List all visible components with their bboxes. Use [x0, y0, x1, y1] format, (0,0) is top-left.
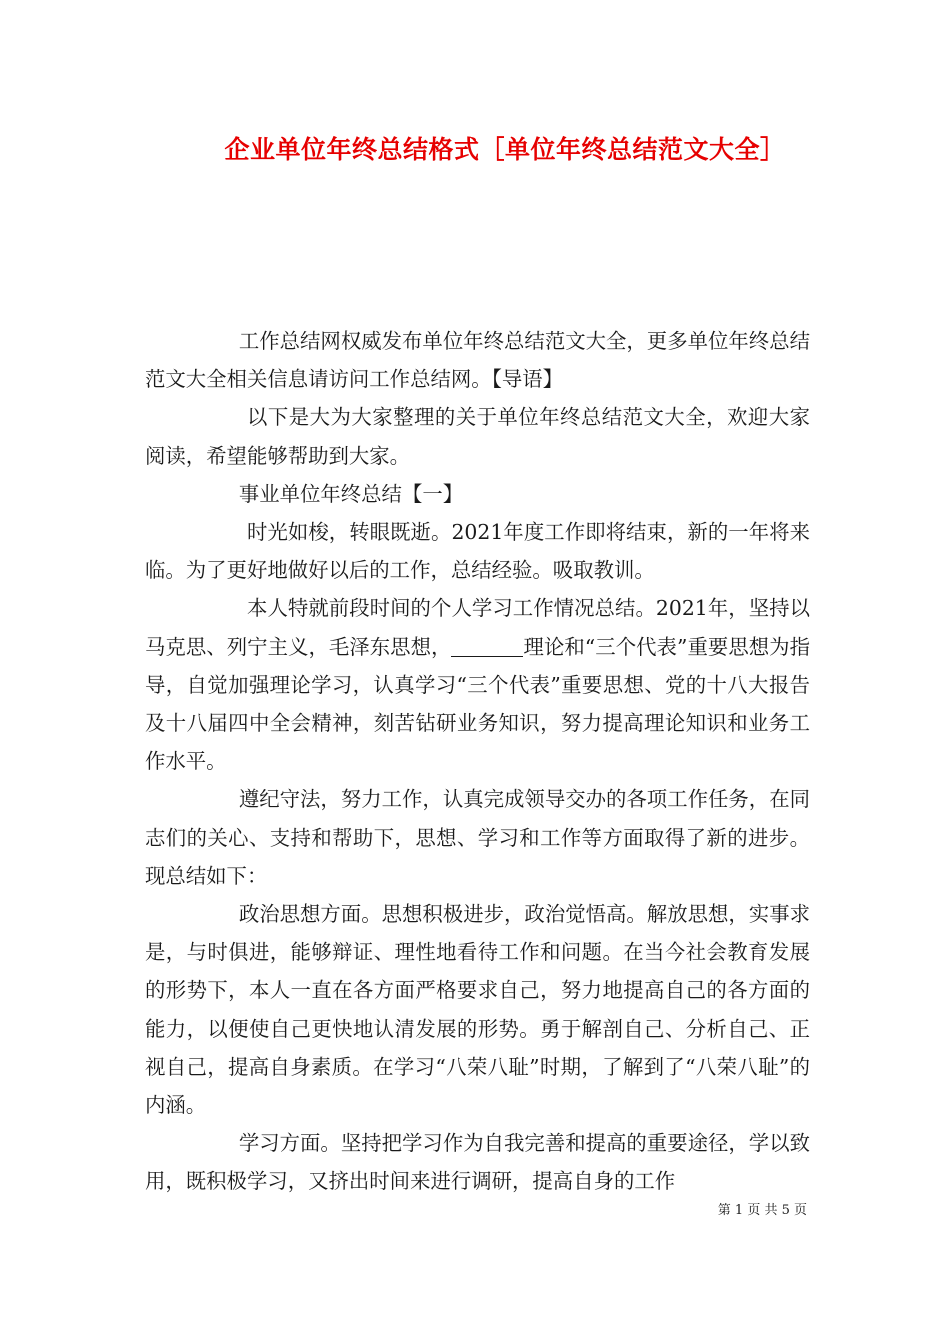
paragraph-study-summary — [145, 589, 810, 780]
paragraph-discipline: 遵纪守法，努力工作，认真完成领导交办的各项工作任务，在同志们的关心、支持和帮助下，思想、学习和工作等方面取得了新的进步。现总结如下： — [145, 787, 810, 888]
page-indicator: 第 1 页 共 5 页 — [717, 1203, 807, 1218]
blank-fill-line — [451, 635, 523, 656]
paragraph-intro: 工作总结网权威发布单位年终总结范文大全，更多单位年终总结范文大全相关信息请访问工作总结网。【导语】 — [145, 329, 810, 392]
document-body — [145, 322, 810, 1201]
section-heading: 事业单位年终总结【一】 — [238, 481, 464, 506]
document-title: 企业单位年终总结格式［单位年终总结范文大全］ — [224, 135, 786, 164]
paragraph-study-summary-part1: 本人特就前段时间的个人学习工作情况总结。2021年，坚持以马克思、列宁主义，毛泽东思想， — [145, 596, 810, 659]
paragraph-study-summary-part2: 理论和“三个代表”重要思想为指导，自觉加强理论学习，认真学习“三个代表”重要思想、党的十八大报告及十八届四中全会精神，刻苦钻研业务知识，努力提高理论知识和业务工作水平。 — [145, 634, 810, 774]
paragraph-political: 政治思想方面。思想积极进步，政治觉悟高。解放思想，实事求是，与时俱进，能够辩证、理性地看待工作和问题。在当今社会教育发展的形势下，本人一直在各方面严格要求自己，努力地提高自己的各方面的能力，以便使自己更快地认清发展的形势。勇于解剖自己、分析自己、正视自己，提高自身素质。在学习“八荣八耻”时期，了解到了“八荣八耻”的内涵。 — [145, 902, 810, 1118]
paragraph-welcome: 以下是大为大家整理的关于单位年终总结范文大全，欢迎大家阅读，希望能够帮助到大家。 — [145, 405, 810, 468]
paragraph-learning: 学习方面。坚持把学习作为自我完善和提高的重要途径，学以致用，既积极学习，又挤出时间来进行调研，提高自身的工作 — [145, 1131, 810, 1194]
paragraph-time: 时光如梭，转眼既逝。2021年度工作即将结束，新的一年将来临。为了更好地做好以后的工作，总结经验。吸取教训。 — [145, 520, 810, 583]
